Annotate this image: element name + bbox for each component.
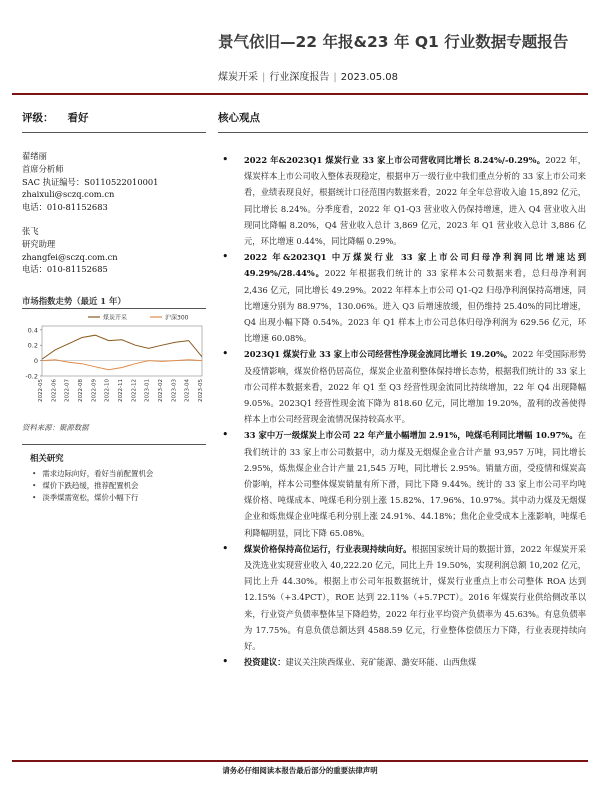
x-tick-label: 2022-11 [118, 379, 124, 402]
core-view-text: 2022 年受国际形势及疫情影响，煤炭价格仍居高位，煤炭企业盈利整体保持增长态势，根据我们统计的 33 家上市公司样本数据来看，2022 年 Q1 至 Q3 经营性现金流同比持续增加，22 年 Q4 出现降幅 9.05%。2023Q1 经营性现金流下降为 818.60 亿元，同比增加 19.20%，盈利的改善使得样本上市公司经营现金流情况保持较高水平。 [244, 349, 586, 425]
core-view-text: 2022 年根据我们统计的 33 家样本公司数据来看，总归母净利润 2,436 亿元，同比增长 49.29%。2022 年样本上市公司 Q1-Q2 归母净利润保持高增速，同比增速分别为 88.97%，130.06%。进入 Q3 后增速放缓，但仍维持 25.40%的同比增速，Q4 出现小幅下降 0.54%。2023 年 Q1 样本上市公司总体归母净利润为 629.56 亿元，环比增速 60.08%。 [244, 268, 586, 344]
core-view-lead: 33 家中万一级煤炭上市公司 22 年产量小幅增加 2.91%，吨煤毛利同比增幅 10.97%。 [244, 430, 578, 441]
legend-label: 煤炭开采 [103, 314, 128, 322]
x-tick-label: 2023-04 [184, 379, 191, 402]
rating [22, 110, 103, 125]
related-research-list [32, 468, 153, 504]
core-view-lead: 投资建议： [244, 657, 286, 668]
x-tick-label: 2022-10 [104, 379, 111, 402]
series-line [42, 360, 202, 370]
x-tick-label: 2022-08 [78, 379, 84, 402]
market-index-chart [18, 312, 206, 412]
legal-footer: 请务必仔细阅读本报告最后部分的重要法律声明 [222, 766, 378, 775]
core-view-lead: 煤炭价格保持高位运行，行业表现持续向好。 [244, 543, 412, 554]
core-view-lead: 2023Q1 煤炭行业 33 家上市公司经营性净现金流同比增长 19.20%。 [244, 349, 513, 360]
related-research-item[interactable]: • 需求边际向好，看好当前配置机会 [32, 468, 153, 480]
core-view-item [218, 427, 586, 540]
y-tick-label: 0.4 [27, 326, 38, 335]
chart-title: 市场指数走势（最近 1 年） [22, 296, 126, 306]
y-tick-label: -0.2 [25, 372, 38, 381]
core-view-item [218, 152, 586, 249]
footer-divider [12, 760, 588, 762]
core-view-item [218, 249, 586, 346]
analyst-phone: 电话：010-81152683 [22, 202, 108, 213]
analyst-name: 翟绪丽 [22, 151, 47, 161]
core-view-item [218, 346, 586, 427]
analyst-email[interactable]: zhaixuli@sczq.com.cn [22, 189, 115, 200]
analyst-name: 张飞 [22, 226, 39, 236]
core-view-item [218, 541, 586, 654]
separator: | [333, 72, 337, 83]
chart-plot-frame [42, 326, 202, 376]
report-subheader [218, 68, 398, 83]
core-view-text: 在我们统计的 33 家上市公司数据中，动力煤及无烟煤企业合计产量 93,957 万吨，同比增长 2.95%，炼焦煤企业合计产量 21,545 万吨，同比增长 2.95%。销量方面，受疫情和煤炭高价影响，样本公司整体煤炭销量有所下滑，同比下降 9.44%。统计的 33 家上市公司平均吨煤价格、吨煤成本、吨煤毛利分别上涨 15.82%、17.96%、10.97%。其中动力煤及无烟煤企业和炼焦煤企业吨煤毛利分别上涨 24.91%、44.18%；焦化企业受成本上涨影响，吨煤毛利降幅明显，同比下降 65.08%。 [244, 430, 586, 538]
analyst-role: 研究助理 [22, 238, 56, 249]
rating-label: 评级： [22, 112, 54, 124]
analyst-phone: 电话：010-81152685 [22, 264, 108, 275]
analyst-email[interactable]: zhangfei@sczq.com.cn [22, 251, 118, 262]
y-tick-label: 0 [33, 357, 38, 366]
x-tick-label: 2023-05 [198, 379, 204, 402]
core-view-text: 建议关注陕西煤业、兖矿能源、潞安环能、山西焦煤 [285, 657, 477, 668]
report-type-label: 行业深度报告 [269, 72, 330, 83]
analyst-card [22, 225, 118, 276]
rating-value: 看好 [67, 112, 89, 124]
x-tick-label: 2023-01 [144, 379, 151, 402]
core-view-item [218, 654, 586, 670]
y-tick-label: 0.2 [27, 341, 38, 350]
separator: | [262, 72, 266, 83]
core-views-title: 核心观点 [218, 112, 260, 124]
report-date: 2023.05.08 [340, 72, 399, 83]
series-line [42, 335, 202, 359]
rating-divider [22, 132, 206, 133]
x-tick-label: 2022-09 [91, 379, 98, 402]
core-view-lead: 2022 年&2023Q1 中万煤炭行业 33 家上市公司归母净利润同比增速达到 49.29%/28.44%。 [244, 252, 586, 279]
report-title: 景气依旧—22 年报&23 年 Q1 行业数据专题报告 [218, 33, 569, 51]
core-view-text: 根据国家统计局的数据计算，2022 年煤炭开采及洗选业实现营业收入 40,222.20 亿元，同比上升 19.50%，实现利润总额 10,202 亿元，同比上升 44.30%。根据上市公司年报数据统计，煤炭行业重点上市公司整体 ROA 达到 12.15%（+3.4PCT），ROE 达到 22.11%（+5.7PCT）。2016 年煤炭行业供给侧改革以来，行业资产负债率整体呈下降趋势，2022 年行业平均资产负债率为 45.63%。有息负债率为 17.75%。有息负债总额达到 4588.59 亿元，行业整体偿债压力下降，行业表现持续向好。 [244, 543, 586, 652]
analyst-role: 首席分析师 [22, 163, 64, 174]
related-divider [22, 444, 206, 445]
core-view-text: 2022 年，煤炭样本上市公司收入整体表现稳定，根据申万一级行业中我们重点分析的 33 家上市公司来看，业绩表现良好，根据统计口径范围内数据来看，2022 年全年总营收入逾 15,892 亿元，同比增长 8.24%。分季度看，2022 年 Q1-Q3 营业收入仍保持增速，进入 Q4 营业收入出现同比降幅 8.20%，Q4 营业收入总计 3,869 亿元，2023 年 Q1 营业收入总计 3,886 亿元，环比增速 0.44%，同比降幅 0.29%。 [244, 155, 586, 247]
x-tick-label: 2023-02 [158, 379, 164, 402]
core-views-list [218, 152, 586, 671]
x-tick-label: 2022-06 [51, 379, 58, 402]
x-tick-label: 2022-07 [64, 379, 71, 402]
related-research-title: 相关研究 [30, 453, 64, 463]
related-research-item[interactable]: • 煤价下跌趋缓，推荐配置机会 [32, 480, 153, 492]
related-research-item[interactable]: • 淡季煤需宽松，煤价小幅下行 [32, 492, 153, 504]
chart-svg [18, 312, 206, 412]
chart-title-divider [22, 308, 206, 309]
x-tick-label: 2022-12 [131, 379, 138, 402]
header-divider [12, 93, 588, 95]
core-view-lead: 2022 年&2023Q1 煤炭行业 33 家上市公司营收同比增长 8.24%/-0.29%。 [244, 155, 546, 165]
legend-label: 沪深300 [165, 314, 189, 322]
chart-source: 资料来源：聚源数据 [22, 423, 89, 432]
analyst-card [22, 150, 158, 214]
x-tick-label: 2022-05 [38, 379, 44, 402]
industry-label: 煤炭开采 [218, 72, 258, 83]
core-divider [218, 132, 588, 133]
analyst-license: SAC 执证编号：S0110522010001 [22, 176, 159, 187]
x-tick-label: 2023-03 [171, 379, 178, 402]
